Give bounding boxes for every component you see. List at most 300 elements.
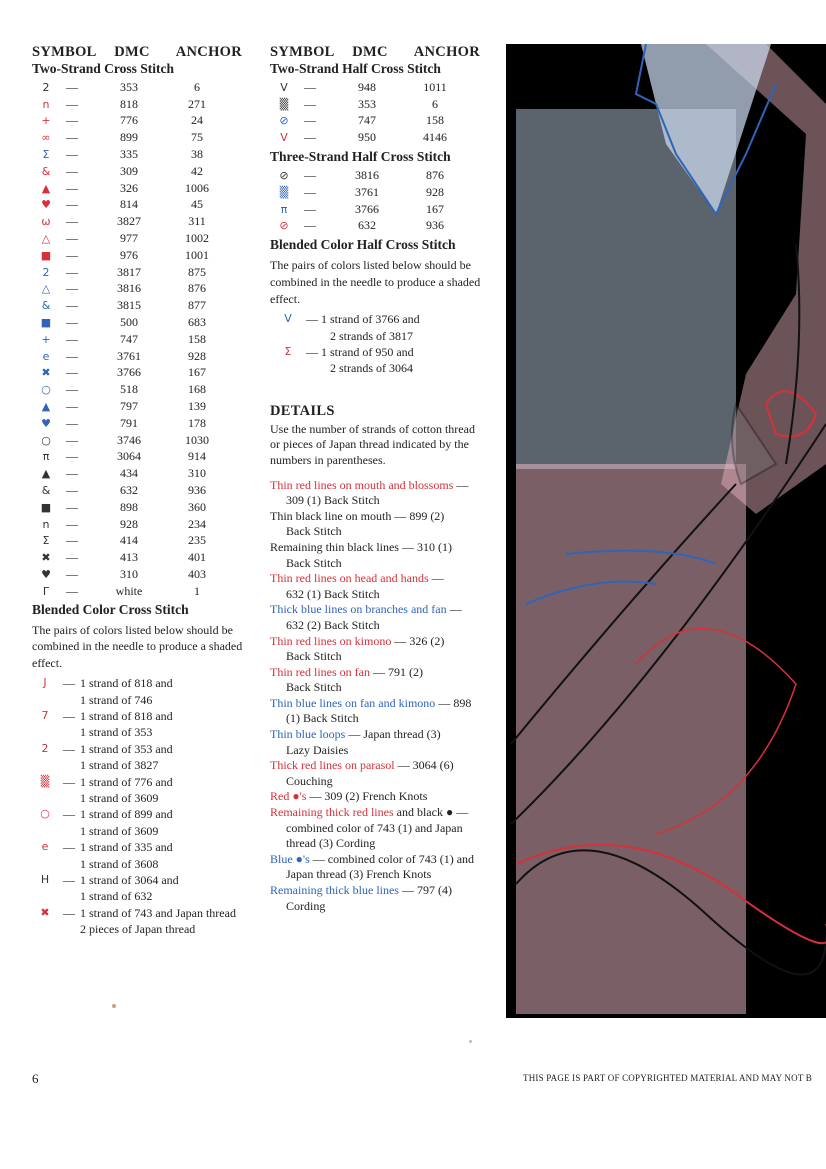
dash: — [66, 79, 78, 94]
dash: — [66, 147, 78, 162]
dash: — [66, 365, 78, 380]
key-row [270, 218, 485, 235]
anchor-number: 6 [432, 96, 438, 111]
anchor-number: 167 [188, 365, 206, 380]
key-row [32, 331, 252, 348]
blended-half-intro: The pairs of colors listed below should be combined in the needle to produce a shaded effect. [270, 258, 481, 306]
dash: — [66, 348, 78, 363]
dash: — [63, 709, 75, 724]
key-row [32, 230, 252, 247]
dmc-number: 353 [358, 96, 376, 111]
dash: — [66, 130, 78, 145]
dmc-number: 3746 [117, 432, 141, 447]
blend-description [80, 675, 240, 708]
dash: — [66, 331, 78, 346]
dash: — [66, 163, 78, 178]
dash: — [63, 873, 75, 888]
key-row [32, 113, 252, 130]
detail-lead: Blue ●'s [270, 851, 310, 866]
anchor-number: 360 [188, 499, 206, 514]
key-row [32, 533, 252, 550]
key-row [32, 398, 252, 415]
dash: — [66, 449, 78, 464]
anchor-number: 914 [188, 449, 206, 464]
dash: — [63, 905, 75, 920]
detail-rest: — Japan thread (3) [345, 727, 441, 742]
blend-description [80, 774, 240, 807]
dash: — [63, 676, 75, 691]
detail-rest: — 309 (2) French Knots [306, 789, 428, 804]
dmc-number: 353 [120, 79, 138, 94]
stitch-symbol: n [42, 517, 50, 531]
blend-line-1: 1 strand of 818 and [80, 676, 173, 691]
dash: — [304, 96, 316, 111]
stitch-symbol: n [42, 97, 50, 111]
speck [112, 1004, 116, 1008]
detail-continuation: 632 (2) Back Stitch [286, 617, 380, 632]
blend-line-2: 1 strand of 3827 [80, 758, 159, 773]
blend-description [306, 311, 476, 344]
anchor-number: 45 [191, 197, 203, 212]
key-row [32, 146, 252, 163]
blend-description [80, 905, 240, 938]
dash: — [66, 483, 78, 498]
dmc-number: 950 [358, 130, 376, 145]
anchor-number: 936 [188, 483, 206, 498]
dash: — [304, 218, 316, 233]
anchor-number: 24 [191, 113, 203, 128]
stitch-symbol: △ [41, 232, 51, 246]
dash: — [66, 214, 78, 229]
stitch-symbol: & [41, 164, 51, 178]
blend-line-1: 1 strand of 743 and Japan thread [80, 905, 236, 920]
key-row [32, 516, 252, 533]
speck [469, 1040, 472, 1043]
stitch-symbol: ✖ [41, 551, 51, 565]
dmc-number: 3761 [355, 184, 379, 199]
key-row [270, 79, 485, 96]
dash: — [304, 201, 316, 216]
cross-stitch-chart [506, 44, 826, 1018]
middle-key-column [270, 44, 485, 914]
anchor-number: 1011 [423, 79, 447, 94]
stitch-symbol: ▒ [279, 97, 289, 111]
stitch-symbol: 2 [41, 741, 49, 755]
two-strand-half-list [270, 79, 485, 146]
header-symbol-2: SYMBOL [270, 44, 335, 60]
blended-row [32, 774, 252, 807]
detail-rest: — 899 (2) [391, 508, 445, 523]
dash: — [66, 415, 78, 430]
detail-continuation: Back Stitch [286, 555, 342, 570]
dmc-number: 898 [120, 499, 138, 514]
detail-item [270, 665, 485, 696]
detail-rest: — 797 (4) [398, 883, 452, 897]
stitch-symbol: ✖ [41, 366, 51, 380]
dash: — [66, 466, 78, 481]
anchor-number: 876 [188, 281, 206, 296]
key-row [270, 184, 485, 201]
anchor-number: 928 [426, 184, 444, 199]
details-title: DETAILS [270, 402, 335, 419]
stitch-symbol: J [43, 676, 47, 690]
detail-lead: Thin red lines on mouth and blossoms [270, 477, 454, 492]
detail-rest: — 3064 (6) [394, 758, 454, 773]
dash: — [66, 197, 78, 212]
detail-continuation: Couching [286, 773, 333, 788]
dash: — [304, 113, 316, 128]
stitch-symbol: Σ [42, 148, 50, 162]
detail-item [270, 789, 485, 805]
blended-cross-title: Blended Color Cross Stitch [32, 601, 189, 617]
blended-row [32, 675, 252, 708]
dash: — [66, 533, 78, 548]
key-row [270, 113, 485, 130]
dmc-number: 3815 [117, 298, 141, 313]
detail-item [270, 634, 485, 665]
anchor-number: 928 [188, 348, 206, 363]
stitch-symbol: ○ [40, 807, 50, 821]
dash: — [66, 180, 78, 195]
blend-line-2: 1 strand of 632 [80, 889, 153, 904]
dash: — [66, 247, 78, 262]
blend-line-2: 2 strands of 3064 [330, 361, 413, 376]
key-row [32, 129, 252, 146]
key-row [32, 365, 252, 382]
dash: — [304, 168, 316, 183]
key-row [32, 264, 252, 281]
dmc-number: 310 [120, 567, 138, 581]
dash: — [66, 264, 78, 279]
blend-line-1: 1 strand of 353 and [80, 741, 173, 756]
key-row [32, 381, 252, 398]
detail-item [270, 540, 485, 571]
stitch-symbol: 2 [42, 80, 50, 94]
blended-row [32, 806, 252, 839]
two-strand-half-title: Two-Strand Half Cross Stitch [270, 61, 441, 76]
dmc-number: 335 [120, 147, 138, 162]
detail-lead: Red ●'s [270, 789, 307, 804]
dmc-number: white [115, 583, 143, 598]
blend-line-1: — 1 strand of 3766 and [306, 312, 420, 327]
blend-line-2: 1 strand of 3609 [80, 791, 159, 806]
blended-row [32, 839, 252, 872]
dash: — [66, 113, 78, 128]
dash: — [66, 315, 78, 330]
detail-continuation: Cording [286, 898, 326, 913]
dash: — [63, 741, 75, 756]
stitch-symbol: Γ [42, 584, 50, 598]
detail-item [270, 478, 485, 509]
blend-line-2: 1 strand of 3608 [80, 856, 159, 871]
stitch-symbol: Σ [284, 344, 292, 358]
key-row [32, 314, 252, 331]
anchor-number: 1006 [185, 180, 209, 195]
blended-half-title: Blended Color Half Cross Stitch [270, 237, 456, 253]
details-list [270, 478, 485, 915]
stitch-symbol: e [41, 840, 49, 854]
dash: — [63, 840, 75, 855]
detail-rest: — 310 (1) [398, 539, 452, 554]
dash: — [66, 399, 78, 414]
anchor-number: 42 [191, 163, 203, 178]
copyright-footer: THIS PAGE IS PART OF COPYRIGHTED MATERIAL AND MAY NOT B [523, 1073, 813, 1083]
three-strand-half-title: Three-Strand Half Cross Stitch [270, 149, 451, 165]
blend-line-2: 2 strands of 3817 [330, 328, 413, 343]
blend-line-2: 1 strand of 3609 [80, 823, 159, 838]
dash: — [66, 298, 78, 313]
chart-artwork [506, 44, 826, 1018]
dash: — [63, 774, 75, 789]
detail-continuation: Back Stitch [286, 649, 342, 664]
column-header [32, 44, 252, 61]
blend-line-2: 1 strand of 353 [80, 725, 153, 740]
stitch-symbol: 7 [41, 709, 49, 723]
dmc-number: 632 [358, 218, 376, 233]
dash: — [66, 281, 78, 296]
key-row [32, 96, 252, 113]
anchor-number: 401 [188, 550, 206, 565]
detail-lead: Thin red lines on fan [270, 664, 370, 679]
key-row [32, 465, 252, 482]
dash: — [66, 231, 78, 246]
dmc-number: 434 [120, 466, 138, 481]
blend-line-1: 1 strand of 3064 and [80, 873, 179, 888]
key-row [32, 432, 252, 449]
detail-lead: Remaining thick red lines [270, 805, 394, 820]
detail-rest: — 898 [435, 695, 472, 710]
key-row [32, 482, 252, 499]
stitch-symbol: V [284, 312, 292, 326]
key-row [32, 247, 252, 264]
three-strand-half-list [270, 167, 485, 234]
dash: — [66, 567, 78, 581]
anchor-number: 38 [191, 147, 203, 162]
blend-description [306, 344, 476, 377]
dash: — [304, 130, 316, 145]
detail-rest: — [453, 477, 469, 492]
key-row [32, 499, 252, 516]
dmc-number: 3817 [117, 264, 141, 279]
key-row [32, 180, 252, 197]
detail-continuation: Japan thread (3) French Knots [286, 867, 432, 882]
anchor-number: 158 [426, 113, 444, 128]
dmc-number: 776 [120, 113, 138, 128]
stitch-symbol: ⊘ [279, 219, 289, 233]
key-row [32, 79, 252, 96]
blended-row [270, 344, 485, 377]
blended-row [32, 741, 252, 774]
anchor-number: 4146 [423, 130, 447, 145]
detail-item [270, 852, 485, 883]
blended-row [32, 905, 252, 938]
detail-lead: Thin black line on mouth [270, 508, 392, 523]
detail-continuation: 632 (1) Back Stitch [286, 586, 380, 601]
stitch-symbol: V [280, 80, 288, 94]
detail-lead: Thin blue loops [270, 727, 346, 742]
blend-line-1: 1 strand of 335 and [80, 840, 173, 855]
anchor-number: 6 [194, 79, 200, 94]
stitch-symbol: ω [41, 215, 51, 229]
header-symbol: SYMBOL [32, 44, 97, 60]
stitch-symbol: Σ [42, 534, 50, 548]
key-row [32, 281, 252, 298]
detail-item [270, 571, 485, 602]
blend-description [80, 872, 240, 905]
dash: — [66, 499, 78, 514]
blend-line-1: 1 strand of 818 and [80, 709, 173, 724]
stitch-symbol: & [41, 484, 51, 498]
detail-lead: Thick blue lines on branches and fan [270, 602, 447, 617]
dmc-number: 3761 [117, 348, 141, 363]
stitch-symbol: ○ [41, 433, 51, 447]
stitch-symbol: ✖ [40, 905, 50, 919]
anchor-number: 877 [188, 298, 206, 313]
anchor-number: 1 [194, 583, 200, 598]
anchor-number: 936 [426, 218, 444, 233]
dmc-number: 977 [120, 231, 138, 246]
anchor-number: 139 [188, 399, 206, 414]
dash: — [66, 583, 78, 598]
stitch-symbol: π [42, 450, 50, 464]
column-header-2 [270, 44, 485, 61]
dmc-number: 747 [120, 331, 138, 346]
blend-description [80, 839, 240, 872]
detail-lead: Thin red lines on kimono [270, 633, 392, 648]
dmc-number: 791 [120, 415, 138, 430]
anchor-number: 1030 [185, 432, 209, 447]
blend-line-2: 2 pieces of Japan thread [80, 922, 196, 937]
dmc-number: 899 [120, 130, 138, 145]
blended-row [270, 311, 485, 344]
detail-item [270, 758, 485, 789]
header-dmc: DMC [114, 44, 150, 60]
detail-lead: Thick red lines on parasol [270, 758, 395, 773]
dmc-number: 414 [120, 533, 138, 548]
detail-rest: — 791 (2) [369, 664, 423, 679]
header-anchor: ANCHOR [175, 44, 242, 60]
key-row [32, 163, 252, 180]
blended-cross-intro: The pairs of colors listed below should be combined in the needle to produce a shaded effect. [32, 622, 243, 670]
stitch-symbol: & [41, 299, 51, 313]
stitch-symbol: ▲ [41, 181, 51, 195]
detail-lead: Thin red lines on head and hands [270, 571, 429, 586]
anchor-number: 683 [188, 315, 206, 330]
detail-rest: — [446, 602, 462, 617]
key-row [32, 549, 252, 566]
detail-rest: — combined color of 743 (1) and [309, 851, 475, 866]
anchor-number: 310 [188, 466, 206, 481]
anchor-number: 234 [188, 516, 206, 531]
anchor-number: 75 [191, 130, 203, 145]
stitch-symbol: ○ [41, 383, 51, 397]
dmc-number: 413 [120, 550, 138, 565]
stitch-symbol: ♥ [41, 568, 51, 581]
dmc-number: 818 [120, 96, 138, 111]
dash: — [66, 550, 78, 565]
dmc-number: 928 [120, 516, 138, 531]
dmc-number: 518 [120, 382, 138, 397]
stitch-symbol: ▲ [41, 400, 51, 414]
blend-description [80, 806, 240, 839]
detail-lead: Remaining thick blue lines [270, 883, 399, 897]
dmc-number: 976 [120, 247, 138, 262]
anchor-number: 876 [426, 168, 444, 183]
anchor-number: 1002 [185, 231, 209, 246]
key-row [32, 213, 252, 230]
anchor-number: 235 [188, 533, 206, 548]
anchor-number: 178 [188, 415, 206, 430]
stitch-symbol: △ [41, 282, 51, 296]
dmc-number: 3766 [355, 201, 379, 216]
dmc-number: 814 [120, 197, 138, 212]
key-row [32, 297, 252, 314]
two-strand-cross-list [32, 79, 252, 600]
key-row [270, 201, 485, 218]
dash: — [66, 96, 78, 111]
stitch-symbol: ∞ [41, 131, 51, 145]
key-row [270, 96, 485, 113]
anchor-number: 1001 [185, 247, 209, 262]
stitch-symbol: ♥ [41, 416, 51, 430]
dmc-number: 747 [358, 113, 376, 128]
stitch-symbol: ♥ [41, 198, 51, 212]
detail-item [270, 602, 485, 633]
stitch-symbol: H [40, 873, 50, 887]
blended-row [32, 708, 252, 741]
anchor-number: 271 [188, 96, 206, 111]
anchor-number: 167 [426, 201, 444, 216]
dash: — [63, 807, 75, 822]
stitch-symbol: ▒ [279, 185, 289, 199]
header-dmc-2: DMC [352, 44, 388, 60]
anchor-number: 158 [188, 331, 206, 346]
stitch-symbol: + [41, 332, 51, 346]
dmc-number: 3816 [355, 168, 379, 183]
detail-continuation: Back Stitch [286, 680, 342, 695]
header-anchor-2: ANCHOR [413, 44, 480, 60]
key-row [32, 449, 252, 466]
detail-continuation: combined color of 743 (1) and Japan thread (3) Cording [286, 820, 463, 851]
left-key-column [32, 44, 252, 938]
stitch-symbol: ▒ [40, 774, 50, 788]
key-row [32, 583, 252, 600]
detail-rest: — 326 (2) [391, 633, 445, 648]
dmc-number: 326 [120, 180, 138, 195]
blend-description [80, 708, 240, 741]
dash: — [66, 516, 78, 531]
dmc-number: 3766 [117, 365, 141, 380]
anchor-number: 168 [188, 382, 206, 397]
detail-item [270, 805, 485, 852]
key-row [32, 415, 252, 432]
detail-lead: Remaining thin black lines [270, 539, 399, 554]
detail-lead: Thin blue lines on fan and kimono [270, 695, 436, 710]
stitch-symbol: ⊘ [279, 114, 289, 128]
stitch-symbol: ■ [40, 316, 52, 330]
detail-item [270, 696, 485, 727]
stitch-symbol: ■ [40, 500, 52, 514]
stitch-symbol: π [280, 202, 288, 216]
blended-half-list [270, 311, 485, 377]
stitch-symbol: e [42, 349, 50, 363]
key-row [270, 167, 485, 184]
detail-continuation: 309 (1) Back Stitch [286, 493, 380, 508]
two-strand-cross-title: Two-Strand Cross Stitch [32, 61, 175, 76]
detail-item [270, 727, 485, 758]
dmc-number: 3816 [117, 281, 141, 296]
stitch-symbol: ⊘ [279, 169, 289, 183]
